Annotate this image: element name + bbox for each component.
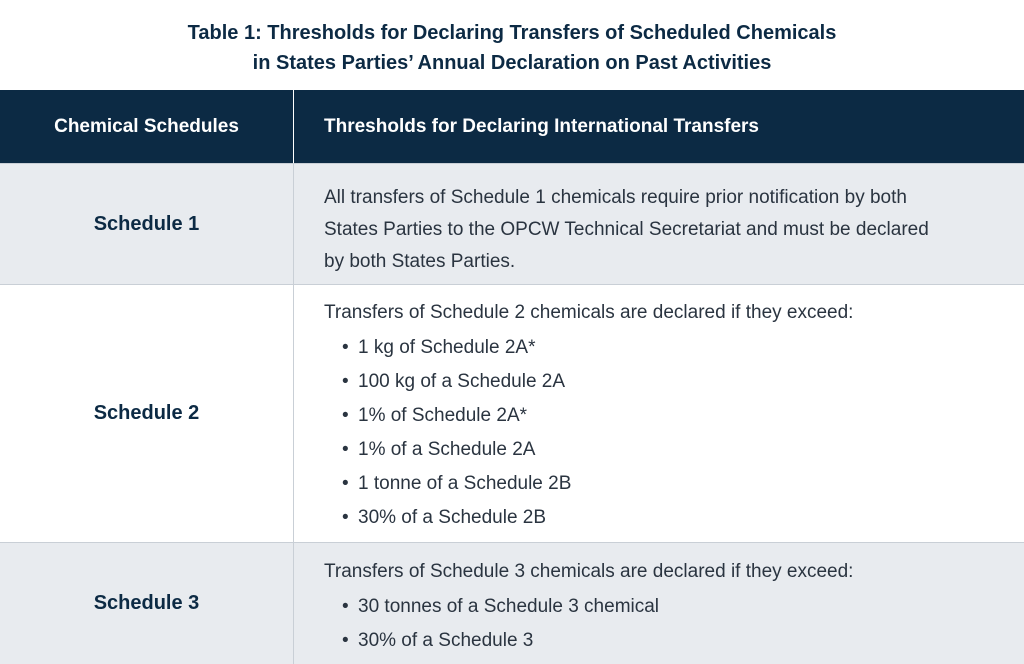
list-item: [342, 467, 994, 501]
list-item: [342, 433, 994, 467]
list-item-text: 100 kg of a Schedule 2A: [358, 371, 566, 392]
schedule-label: Schedule 2: [0, 285, 294, 542]
title-line-1: Table 1: Thresholds for Declaring Transfers of Scheduled Chemicals: [187, 22, 837, 44]
list-item: [342, 399, 994, 433]
table-row: [0, 163, 1024, 284]
header-thresholds: Thresholds for Declaring International Transfers: [324, 115, 759, 137]
threshold-intro: Transfers of Schedule 3 chemicals are declared if they exceed:: [324, 561, 854, 582]
list-item-text: 1% of a Schedule 2A: [358, 439, 536, 460]
list-item-text: 30% of a Schedule 2B: [358, 507, 547, 528]
table-row: [0, 542, 1024, 664]
bullet-icon: •: [342, 405, 349, 426]
list-item-text: 30% of a Schedule 3: [358, 630, 534, 651]
threshold-list: [324, 331, 994, 535]
description-line: All transfers of Schedule 1 chemicals require prior notification by both: [324, 187, 907, 208]
list-item: [342, 624, 994, 658]
thresholds-table: [0, 90, 1024, 664]
list-item-text: 1 kg of Schedule 2A*: [358, 337, 536, 358]
schedule-label: Schedule 1: [0, 164, 294, 284]
bullet-icon: •: [342, 630, 349, 651]
description-line: States Parties to the OPCW Technical Secretariat and must be declared: [324, 219, 929, 240]
bullet-icon: •: [342, 371, 349, 392]
list-item-text: 1 tonne of a Schedule 2B: [358, 473, 572, 494]
title-line-2: in States Parties’ Annual Declaration on Past Activities: [252, 52, 772, 74]
page-title: [0, 18, 1024, 78]
threshold-intro: Transfers of Schedule 2 chemicals are declared if they exceed:: [324, 302, 854, 323]
list-item: [342, 331, 994, 365]
list-item: [342, 365, 994, 399]
table-row: [0, 284, 1024, 542]
threshold-description: [294, 164, 1024, 284]
bullet-icon: •: [342, 596, 349, 617]
table-header-row: [0, 90, 1024, 163]
header-chemical-schedules: Chemical Schedules: [0, 90, 294, 163]
threshold-list: [324, 590, 994, 658]
bullet-icon: •: [342, 439, 349, 460]
list-item: [342, 590, 994, 624]
list-item-text: 1% of Schedule 2A*: [358, 405, 528, 426]
list-item-text: 30 tonnes of a Schedule 3 chemical: [358, 596, 660, 617]
list-item: [342, 501, 994, 535]
threshold-description: [294, 285, 1024, 542]
threshold-description: [294, 543, 1024, 664]
bullet-icon: •: [342, 473, 349, 494]
bullet-icon: •: [342, 337, 349, 358]
bullet-icon: •: [342, 507, 349, 528]
schedule-label: Schedule 3: [0, 543, 294, 664]
description-line: by both States Parties.: [324, 251, 516, 272]
